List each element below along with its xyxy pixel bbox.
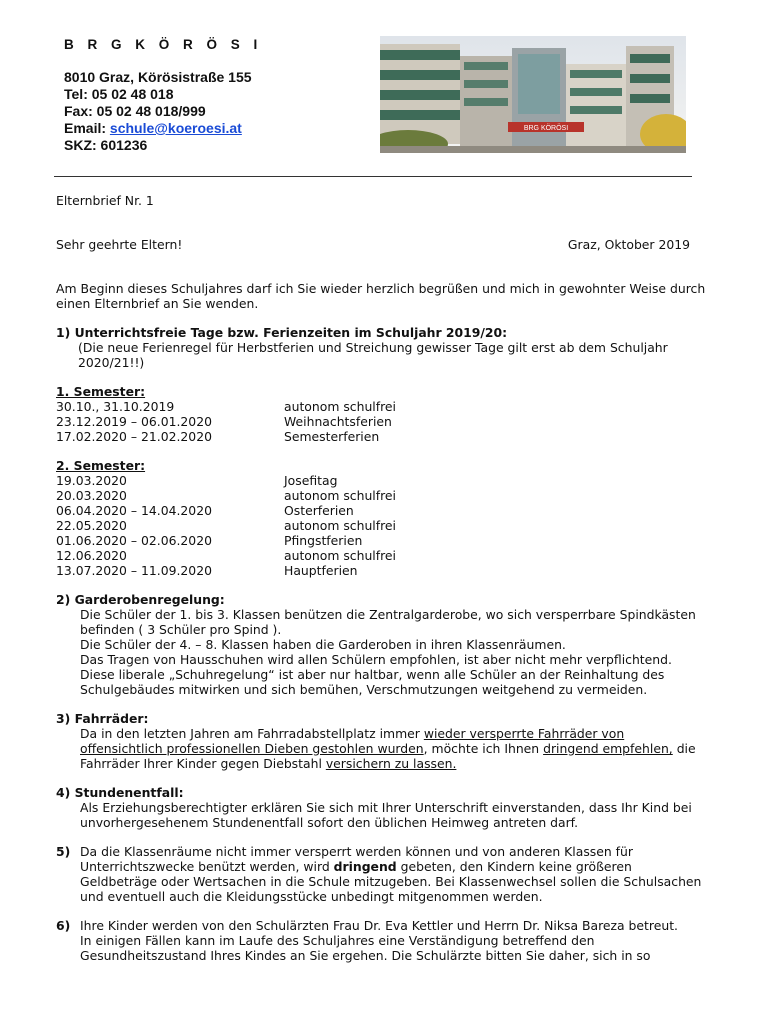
holiday-date: 01.06.2020 – 02.06.2020 bbox=[56, 533, 212, 548]
semester-1-title: 1. Semester: bbox=[56, 384, 146, 399]
school-name: B R G K Ö R Ö S I bbox=[64, 37, 263, 52]
holiday-row bbox=[56, 503, 706, 518]
section-6-first: Ihre Kinder werden von den Schulärzten Frau Dr. Eva Kettler und Herrn Dr. Niksa Bareza betreut. bbox=[80, 918, 678, 933]
holiday-row bbox=[56, 399, 706, 414]
section-1-heading: 1) Unterrichtsfreie Tage bzw. Ferienzeiten im Schuljahr 2019/20: bbox=[56, 325, 508, 340]
section-4-text: Als Erziehungsberechtigter erklären Sie sich mit Ihrer Unterschrift einverstanden, dass Ihr Kind bei unvorhergesehenem Stundenentfall sofort den üblichen Heimweg antreten darf. bbox=[80, 800, 692, 830]
section-5-text-part: Da die Klassenräume nicht immer versperrt werden können und von anderen Klassen für Unterrichtszwecke benützt werden, wird bbox=[80, 844, 633, 874]
holiday-row bbox=[56, 518, 706, 533]
school-address: 8010 Graz, Körösistraße 155 bbox=[64, 69, 252, 85]
section-5-text bbox=[80, 844, 706, 904]
holiday-date: 19.03.2020 bbox=[56, 473, 127, 488]
section-3-heading: 3) Fahrräder: bbox=[56, 711, 149, 726]
holiday-date: 12.06.2020 bbox=[56, 548, 127, 563]
school-tel: Tel: 05 02 48 018 bbox=[64, 86, 174, 102]
holiday-row bbox=[56, 488, 706, 503]
email-label: Email: bbox=[64, 120, 110, 136]
section-1-note: (Die neue Ferienregel für Herbstferien und Streichung gewisser Tage gilt erst ab dem Schuljahr 2020/21!!) bbox=[78, 340, 668, 370]
section-5-number: 5) bbox=[56, 844, 71, 859]
salutation: Sehr geehrte Eltern! bbox=[56, 237, 183, 252]
letterhead bbox=[64, 36, 262, 154]
section-5-bold: dringend bbox=[333, 859, 397, 874]
section-2-line: Das Tragen von Hausschuhen wird allen Schülern empfohlen, ist aber nicht mehr verpflichtend. bbox=[80, 652, 672, 667]
holiday-date: 22.05.2020 bbox=[56, 518, 127, 533]
place-date: Graz, Oktober 2019 bbox=[567, 237, 690, 252]
section-2-line: Diese liberale „Schuhregelung“ ist aber nur haltbar, wenn alle Schüler an der Reinhaltung des Schulgebäudes mitwirken und sich bemühen, Verschmutzungen weitgehend zu vermeiden. bbox=[80, 667, 665, 697]
holiday-label: autonom schulfrei bbox=[284, 518, 396, 533]
school-fax: Fax: 05 02 48 018/999 bbox=[64, 103, 206, 119]
section-2-text bbox=[56, 607, 706, 697]
holiday-label: Weihnachtsferien bbox=[284, 414, 392, 429]
section-4-heading: 4) Stundenentfall: bbox=[56, 785, 184, 800]
holiday-row bbox=[56, 429, 706, 444]
holiday-label: Pfingstferien bbox=[284, 533, 363, 548]
semester-1-table bbox=[56, 399, 706, 444]
holiday-row bbox=[56, 533, 706, 548]
email-link[interactable]: schule@koeroesi.at bbox=[109, 120, 242, 136]
section-3-underlined: dringend empfehlen, bbox=[543, 741, 673, 756]
photo-sign-text: BRG KÖRÖSI bbox=[523, 125, 569, 132]
holiday-date: 13.07.2020 – 11.09.2020 bbox=[56, 563, 212, 578]
intro-paragraph: Am Beginn dieses Schuljahres darf ich Sie wieder herzlich begrüßen und mich in gewohnter Weise durch einen Elternbrief an Sie wenden. bbox=[56, 281, 706, 311]
school-building-photo bbox=[380, 36, 686, 153]
school-email-line bbox=[64, 120, 262, 137]
letter-title: Elternbrief Nr. 1 bbox=[56, 193, 154, 208]
section-6-second: In einigen Fällen kann im Laufe des Schuljahres eine Verständigung betreffend den Gesundheitszustand Ihres Kindes an Sie ergehen. Die Schulärzte bitten Sie daher, sich in so bbox=[80, 933, 651, 963]
holiday-label: Osterferien bbox=[284, 503, 354, 518]
section-6 bbox=[56, 918, 706, 933]
holiday-label: Hauptferien bbox=[284, 563, 358, 578]
section-2-line: Die Schüler der 1. bis 3. Klassen benützen die Zentralgarderobe, wo sich versperrbare Spindkästen befinden ( 3 Schüler pro Spind ). bbox=[80, 607, 696, 637]
header-divider bbox=[54, 176, 692, 177]
holiday-label: Josefitag bbox=[284, 473, 338, 488]
holiday-label: autonom schulfrei bbox=[284, 488, 396, 503]
holiday-date: 06.04.2020 – 14.04.2020 bbox=[56, 503, 212, 518]
section-6-number: 6) bbox=[56, 918, 71, 933]
holiday-label: autonom schulfrei bbox=[284, 548, 396, 563]
section-3-text-part: , möchte ich Ihnen bbox=[423, 741, 544, 756]
semester-2-table bbox=[56, 473, 706, 578]
holiday-date: 23.12.2019 – 06.01.2020 bbox=[56, 414, 212, 429]
semester-2-title: 2. Semester: bbox=[56, 458, 146, 473]
school-skz: SKZ: 601236 bbox=[64, 137, 148, 153]
holiday-row bbox=[56, 563, 706, 578]
holiday-row bbox=[56, 548, 706, 563]
section-3-underlined: wieder versperrte Fahrräder von offensichtlich professionellen Dieben gestohlen wurden bbox=[80, 726, 625, 756]
greeting-row bbox=[56, 237, 690, 252]
section-3-text bbox=[56, 726, 706, 771]
holiday-date: 30.10., 31.10.2019 bbox=[56, 399, 175, 414]
holiday-label: autonom schulfrei bbox=[284, 399, 396, 414]
letter-body bbox=[56, 193, 706, 963]
holiday-label: Semesterferien bbox=[284, 429, 380, 444]
section-2-line: Die Schüler der 4. – 8. Klassen haben die Garderoben in ihren Klassenräumen. bbox=[80, 637, 566, 652]
holiday-date: 17.02.2020 – 21.02.2020 bbox=[56, 429, 212, 444]
holiday-date: 20.03.2020 bbox=[56, 488, 127, 503]
section-3-text-part: Da in den letzten Jahren am Fahrradabstellplatz immer bbox=[80, 726, 424, 741]
section-5-text-part: gebeten, den Kindern keine größeren Geldbeträge oder Wertsachen in die Schule mitzugeben. Bei Klassenwechsel sollen die Schulsachen und eventuell auch die Kleidungsstücke unbedingt mitgenommen werden. bbox=[80, 859, 702, 904]
section-5 bbox=[56, 844, 706, 904]
holiday-row bbox=[56, 473, 706, 488]
section-3-underlined: versichern zu lassen. bbox=[325, 756, 457, 771]
section-2-heading: 2) Garderobenregelung: bbox=[56, 592, 225, 607]
holiday-row bbox=[56, 414, 706, 429]
section-3-text-part: die Fahrräder Ihrer Kinder gegen Diebstahl bbox=[80, 741, 696, 771]
